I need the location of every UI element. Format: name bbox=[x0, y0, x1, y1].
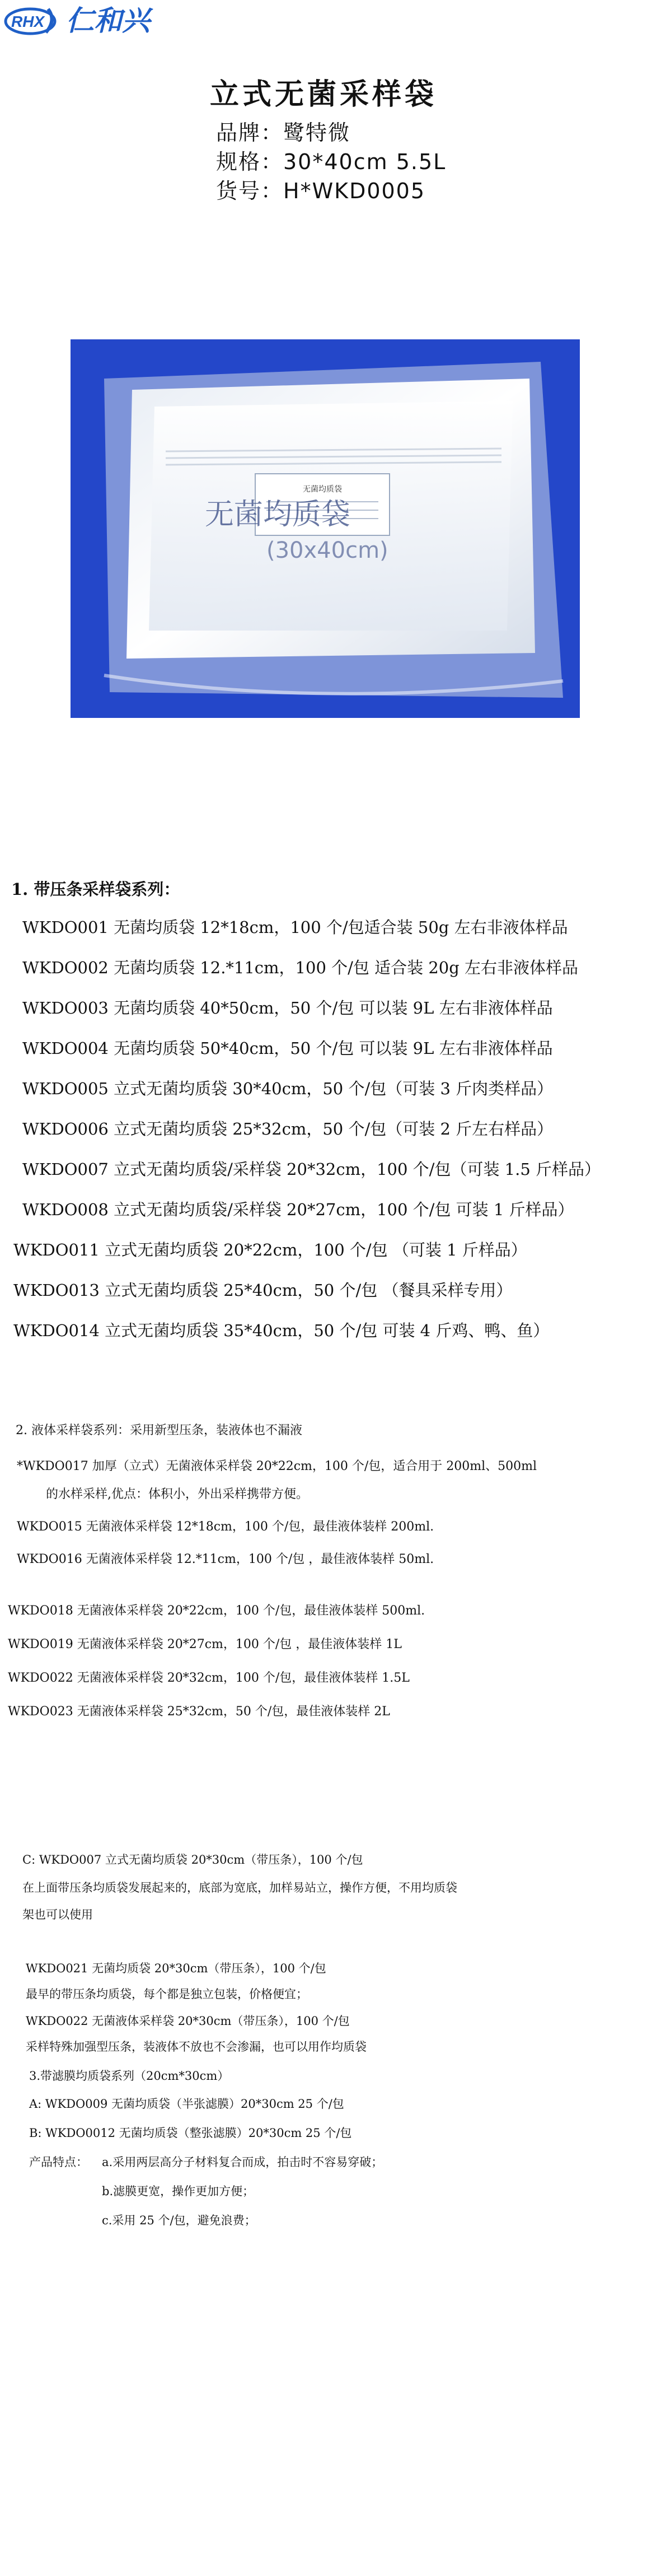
photo-size-text: (30x40cm) bbox=[266, 538, 388, 563]
section2-item: WKDO022 无菌液体采样袋 20*32cm，100 个/包，最佳液体装样 1.5L bbox=[8, 1671, 410, 1685]
filter-series-heading: 3.带滤膜均质袋系列（20cm*30cm） bbox=[29, 2069, 229, 2083]
section1-item: WKDO013 立式无菌均质袋 25*40cm，50 个/包 （餐具采样专用） bbox=[13, 1281, 513, 1300]
section1-item: WKDO014 立式无菌均质袋 35*40cm，50 个/包 可装 4 斤鸡、鸭、鱼） bbox=[13, 1321, 550, 1340]
section1-heading: 1. 带压条采样袋系列： bbox=[11, 880, 180, 899]
section2-heading: 2. 液体采样袋系列：采用新型压条，装液体也不漏液 bbox=[16, 1424, 302, 1438]
section3-heading: C: WKDO007 立式无菌均质袋 20*30cm（带压条），100 个/包 bbox=[22, 1853, 363, 1866]
section3-item: WKDO022 无菌液体采样袋 20*30cm（带压条），100 个/包 bbox=[26, 2014, 350, 2028]
filter-item-b: B: WKDO0012 无菌均质袋（整张滤膜）20*30cm 25 个/包 bbox=[29, 2126, 352, 2140]
section1-item: WKDO004 无菌均质袋 50*40cm，50 个/包 可以装 9L 左右非液体样品 bbox=[22, 1039, 553, 1058]
features-label: 产品特点： bbox=[29, 2155, 88, 2169]
section1-item: WKDO006 立式无菌均质袋 25*32cm，50 个/包（可装 2 斤左右样品） bbox=[22, 1119, 554, 1138]
section2-item: WKDO023 无菌液体采样袋 25*32cm，50 个/包，最佳液体装样 2L bbox=[8, 1705, 390, 1719]
photo-label-large: 无菌均质袋 bbox=[205, 498, 351, 531]
feature-item: b.滤膜更宽，操作更加方便； bbox=[102, 2185, 255, 2198]
section3-desc: 架也可以使用 bbox=[22, 1908, 93, 1921]
section2-item: WKDO015 无菌液体采样袋 12*18cm，100 个/包，最佳液体装样 200ml. bbox=[17, 1520, 434, 1534]
brand-logo bbox=[3, 3, 216, 37]
section1-item: WKDO007 立式无菌均质袋/采样袋 20*32cm，100 个/包（可装 1.5 斤样品） bbox=[22, 1160, 601, 1179]
section1-item: WKDO008 立式无菌均质袋/采样袋 20*27cm，100 个/包 可装 1 斤样品） bbox=[22, 1200, 574, 1219]
section1-item: WKDO003 无菌均质袋 40*50cm，50 个/包 可以装 9L 左右非液体样品 bbox=[22, 998, 553, 1018]
section3-item: WKDO021 无菌均质袋 20*30cm（带压条），100 个/包 bbox=[26, 1962, 326, 1975]
section3-item-desc: 最早的带压条均质袋，每个都是独立包装，价格便宜； bbox=[26, 1987, 308, 2001]
spec-line: 规格：30*40cm 5.5L bbox=[216, 150, 447, 174]
section2-item: WKDO016 无菌液体采样袋 12.*11cm，100 个/包 ，最佳液体装样 50ml. bbox=[17, 1552, 434, 1566]
brand-line: 品牌：鹭特微 bbox=[216, 120, 351, 145]
section1-item: WKDO011 立式无菌均质袋 20*22cm，100 个/包 （可装 1 斤样品） bbox=[13, 1240, 527, 1259]
section3-desc: 在上面带压条均质袋发展起来的，底部为宽底，加样易站立，操作方便，不用均质袋 bbox=[22, 1881, 457, 1894]
product-photo bbox=[71, 339, 580, 718]
section3-item-desc: 采样特殊加强型压条，装液体不放也不会渗漏，也可以用作均质袋 bbox=[26, 2040, 367, 2054]
section1-item: WKDO002 无菌均质袋 12.*11cm，100 个/包 适合装 20g 左右非液体样品 bbox=[22, 958, 579, 977]
photo-label-small: 无菌均质袋 bbox=[303, 485, 342, 494]
section2-intro: 的水样采样,优点：体积小，外出采样携带方便。 bbox=[46, 1487, 308, 1501]
feature-item: a.采用两层高分子材料复合而成，拍击时不容易穿破； bbox=[102, 2155, 383, 2169]
logo-badge: RHX bbox=[11, 13, 45, 30]
section2-item: WKDO019 无菌液体采样袋 20*27cm，100 个/包 ，最佳液体装样 1L bbox=[8, 1637, 402, 1651]
section1-item: WKDO005 立式无菌均质袋 30*40cm，50 个/包（可装 3 斤肉类样品） bbox=[22, 1079, 554, 1098]
brand-logo-icon bbox=[3, 3, 216, 37]
logo-name: 仁和兴 bbox=[66, 4, 150, 37]
filter-item-a: A: WKDO009 无菌均质袋（半张滤膜）20*30cm 25 个/包 bbox=[29, 2097, 344, 2111]
section2-item: WKDO018 无菌液体采样袋 20*22cm，100 个/包，最佳液体装样 500ml. bbox=[8, 1604, 425, 1618]
section1-item: WKDO001 无菌均质袋 12*18cm，100 个/包适合装 50g 左右非液体样品 bbox=[22, 918, 568, 937]
feature-item: c.采用 25 个/包，避免浪费； bbox=[102, 2214, 256, 2227]
section2-intro: *WKDO017 加厚（立式）无菌液体采样袋 20*22cm，100 个/包，适合用于 200ml、500ml bbox=[17, 1459, 537, 1473]
item-number-line: 货号：H*WKD0005 bbox=[216, 179, 426, 203]
page-title: 立式无菌采样袋 bbox=[209, 78, 437, 111]
